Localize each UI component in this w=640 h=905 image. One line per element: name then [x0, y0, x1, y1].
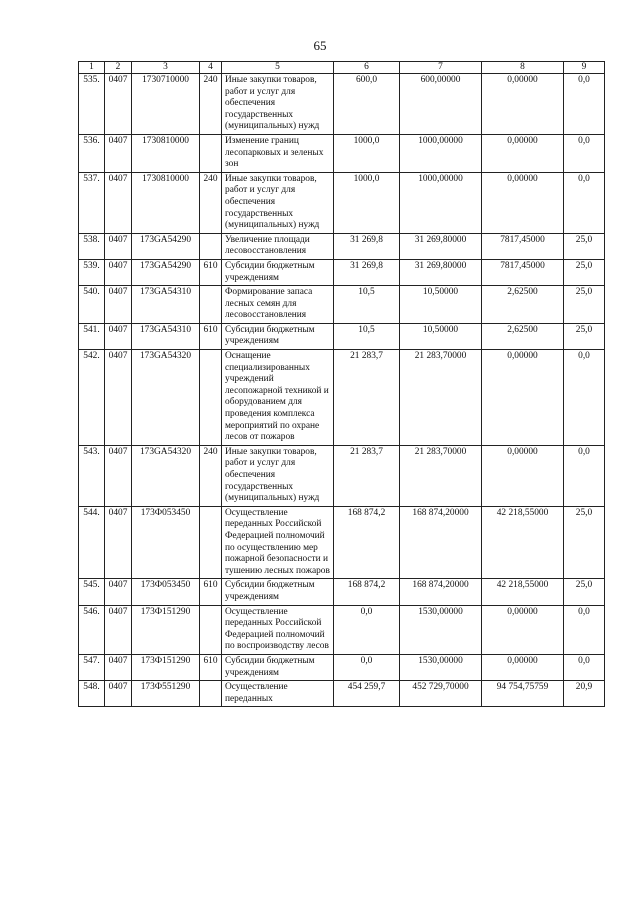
expense-type-cell	[200, 605, 222, 654]
description-cell: Изменение границ лесопарковых и зеленых зон	[222, 134, 334, 172]
executed-amount-cell: 0,00000	[482, 605, 564, 654]
expense-type-cell: 610	[200, 654, 222, 680]
approved-amount-cell: 31 269,80000	[400, 233, 482, 259]
target-article-cell: 173Ф151290	[132, 605, 200, 654]
description-cell: Иные закупки товаров, работ и услуг для обеспечения государственных (муниципальных) нужд	[222, 74, 334, 135]
expense-type-cell: 610	[200, 579, 222, 605]
executed-amount-cell: 2,62500	[482, 323, 564, 349]
section-code-cell: 0407	[105, 172, 132, 233]
target-article-cell: 173GA54310	[132, 323, 200, 349]
section-code-cell: 0407	[105, 323, 132, 349]
execution-percent-cell: 25,0	[564, 259, 605, 285]
row-number-cell: 547.	[79, 654, 105, 680]
description-cell: Иные закупки товаров, работ и услуг для обеспечения государственных (муниципальных) нужд	[222, 445, 334, 506]
section-code-cell: 0407	[105, 654, 132, 680]
approved-amount-cell: 21 283,70000	[400, 445, 482, 506]
target-article-cell: 173GA54290	[132, 233, 200, 259]
description-cell: Субсидии бюджетным учреждениям	[222, 259, 334, 285]
row-number-cell: 544.	[79, 506, 105, 579]
execution-percent-cell: 0,0	[564, 605, 605, 654]
plan-amount-cell: 600,0	[334, 74, 400, 135]
table-row	[79, 134, 605, 172]
row-number-cell: 540.	[79, 286, 105, 324]
approved-amount-cell: 1530,00000	[400, 654, 482, 680]
executed-amount-cell: 0,00000	[482, 350, 564, 446]
description-cell: Осуществление переданных Российской Федерацией полномочий по осуществлению мер пожарной безопасности и тушению лесных пожаров	[222, 506, 334, 579]
target-article-cell: 173Ф151290	[132, 654, 200, 680]
execution-percent-cell: 25,0	[564, 233, 605, 259]
plan-amount-cell: 168 874,2	[334, 506, 400, 579]
execution-percent-cell: 0,0	[564, 654, 605, 680]
expense-type-cell: 240	[200, 172, 222, 233]
row-number-cell: 538.	[79, 233, 105, 259]
plan-amount-cell: 31 269,8	[334, 233, 400, 259]
approved-amount-cell: 600,00000	[400, 74, 482, 135]
section-code-cell: 0407	[105, 506, 132, 579]
table-row	[79, 323, 605, 349]
row-number-cell: 536.	[79, 134, 105, 172]
section-code-cell: 0407	[105, 233, 132, 259]
description-cell: Субсидии бюджетным учреждениям	[222, 323, 334, 349]
target-article-cell: 173GA54310	[132, 286, 200, 324]
description-cell: Увеличение площади лесовосстановления	[222, 233, 334, 259]
column-header: 2	[105, 62, 132, 74]
approved-amount-cell: 1530,00000	[400, 605, 482, 654]
table-row	[79, 605, 605, 654]
description-cell: Осуществление переданных	[222, 681, 334, 707]
execution-percent-cell: 0,0	[564, 134, 605, 172]
plan-amount-cell: 168 874,2	[334, 579, 400, 605]
approved-amount-cell: 168 874,20000	[400, 506, 482, 579]
target-article-cell: 1730810000	[132, 172, 200, 233]
target-article-cell: 173GA54320	[132, 350, 200, 446]
section-code-cell: 0407	[105, 74, 132, 135]
executed-amount-cell: 0,00000	[482, 445, 564, 506]
table-row	[79, 579, 605, 605]
description-cell: Осуществление переданных Российской Федерацией полномочий по воспроизводству лесов	[222, 605, 334, 654]
executed-amount-cell: 2,62500	[482, 286, 564, 324]
execution-percent-cell: 25,0	[564, 506, 605, 579]
table-row	[79, 681, 605, 707]
execution-percent-cell: 0,0	[564, 172, 605, 233]
column-header: 4	[200, 62, 222, 74]
execution-percent-cell: 0,0	[564, 445, 605, 506]
target-article-cell: 173Ф053450	[132, 579, 200, 605]
expense-type-cell	[200, 233, 222, 259]
executed-amount-cell: 94 754,75759	[482, 681, 564, 707]
section-code-cell: 0407	[105, 134, 132, 172]
table-header-row	[79, 62, 605, 74]
target-article-cell: 173Ф551290	[132, 681, 200, 707]
approved-amount-cell: 31 269,80000	[400, 259, 482, 285]
expense-type-cell: 610	[200, 323, 222, 349]
table-row	[79, 259, 605, 285]
expense-type-cell: 610	[200, 259, 222, 285]
target-article-cell: 1730810000	[132, 134, 200, 172]
execution-percent-cell: 0,0	[564, 74, 605, 135]
approved-amount-cell: 21 283,70000	[400, 350, 482, 446]
plan-amount-cell: 21 283,7	[334, 350, 400, 446]
plan-amount-cell: 0,0	[334, 605, 400, 654]
plan-amount-cell: 10,5	[334, 286, 400, 324]
executed-amount-cell: 7817,45000	[482, 233, 564, 259]
plan-amount-cell: 21 283,7	[334, 445, 400, 506]
row-number-cell: 546.	[79, 605, 105, 654]
target-article-cell: 173GA54290	[132, 259, 200, 285]
plan-amount-cell: 454 259,7	[334, 681, 400, 707]
approved-amount-cell: 452 729,70000	[400, 681, 482, 707]
table-row	[79, 350, 605, 446]
column-header: 5	[222, 62, 334, 74]
row-number-cell: 535.	[79, 74, 105, 135]
execution-percent-cell: 25,0	[564, 286, 605, 324]
section-code-cell: 0407	[105, 259, 132, 285]
section-code-cell: 0407	[105, 445, 132, 506]
expense-type-cell	[200, 681, 222, 707]
table-row	[79, 654, 605, 680]
plan-amount-cell: 31 269,8	[334, 259, 400, 285]
row-number-cell: 541.	[79, 323, 105, 349]
plan-amount-cell: 1000,0	[334, 134, 400, 172]
execution-percent-cell: 25,0	[564, 579, 605, 605]
table-body	[79, 74, 605, 707]
executed-amount-cell: 0,00000	[482, 134, 564, 172]
section-code-cell: 0407	[105, 681, 132, 707]
executed-amount-cell: 7817,45000	[482, 259, 564, 285]
target-article-cell: 173Ф053450	[132, 506, 200, 579]
table-row	[79, 445, 605, 506]
expense-type-cell	[200, 350, 222, 446]
plan-amount-cell: 1000,0	[334, 172, 400, 233]
description-cell: Субсидии бюджетным учреждениям	[222, 654, 334, 680]
row-number-cell: 545.	[79, 579, 105, 605]
target-article-cell: 173GA54320	[132, 445, 200, 506]
column-header: 1	[79, 62, 105, 74]
section-code-cell: 0407	[105, 579, 132, 605]
plan-amount-cell: 10,5	[334, 323, 400, 349]
expense-type-cell: 240	[200, 74, 222, 135]
section-code-cell: 0407	[105, 350, 132, 446]
table-row	[79, 233, 605, 259]
executed-amount-cell: 0,00000	[482, 74, 564, 135]
column-header: 8	[482, 62, 564, 74]
column-header: 3	[132, 62, 200, 74]
section-code-cell: 0407	[105, 605, 132, 654]
expense-type-cell	[200, 286, 222, 324]
row-number-cell: 548.	[79, 681, 105, 707]
column-header: 7	[400, 62, 482, 74]
description-cell: Формирование запаса лесных семян для лесовосстановления	[222, 286, 334, 324]
description-cell: Субсидии бюджетным учреждениям	[222, 579, 334, 605]
plan-amount-cell: 0,0	[334, 654, 400, 680]
expense-type-cell	[200, 134, 222, 172]
executed-amount-cell: 0,00000	[482, 654, 564, 680]
execution-percent-cell: 0,0	[564, 350, 605, 446]
row-number-cell: 539.	[79, 259, 105, 285]
expense-type-cell	[200, 506, 222, 579]
expense-type-cell: 240	[200, 445, 222, 506]
execution-percent-cell: 25,0	[564, 323, 605, 349]
table-row	[79, 506, 605, 579]
column-header: 6	[334, 62, 400, 74]
row-number-cell: 543.	[79, 445, 105, 506]
executed-amount-cell: 42 218,55000	[482, 579, 564, 605]
section-code-cell: 0407	[105, 286, 132, 324]
executed-amount-cell: 0,00000	[482, 172, 564, 233]
description-cell: Иные закупки товаров, работ и услуг для обеспечения государственных (муниципальных) нужд	[222, 172, 334, 233]
table-row	[79, 286, 605, 324]
target-article-cell: 1730710000	[132, 74, 200, 135]
approved-amount-cell: 168 874,20000	[400, 579, 482, 605]
description-cell: Оснащение специализированных учреждений лесопожарной техникой и оборудованием для проведения комплекса мероприятий по охране лесов от пожаров	[222, 350, 334, 446]
approved-amount-cell: 10,50000	[400, 286, 482, 324]
table-row	[79, 74, 605, 135]
executed-amount-cell: 42 218,55000	[482, 506, 564, 579]
page-number: 65	[313, 38, 327, 53]
approved-amount-cell: 1000,00000	[400, 172, 482, 233]
execution-percent-cell: 20,9	[564, 681, 605, 707]
approved-amount-cell: 10,50000	[400, 323, 482, 349]
table-row	[79, 172, 605, 233]
column-header: 9	[564, 62, 605, 74]
row-number-cell: 542.	[79, 350, 105, 446]
row-number-cell: 537.	[79, 172, 105, 233]
approved-amount-cell: 1000,00000	[400, 134, 482, 172]
budget-table	[78, 61, 605, 707]
